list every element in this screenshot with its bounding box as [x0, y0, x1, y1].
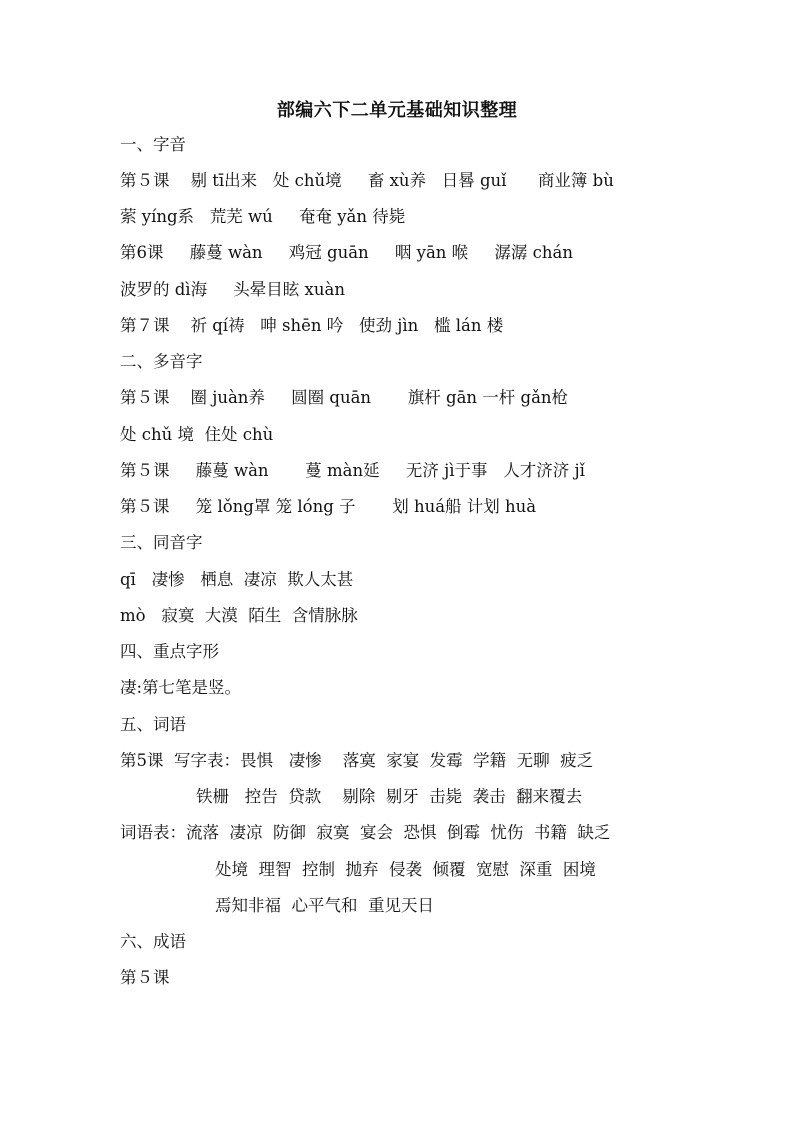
section-heading-homophones: 三、同音字	[120, 533, 203, 552]
text-line: 第７课 祈 qí祷 呻 shēn 吟 使劲 jìn 槛 lán 楼	[120, 316, 504, 335]
text-line: 第6课 藤蔓 wàn 鸡冠 guān 咽 yān 喉 潺潺 chán	[120, 243, 573, 262]
section-heading-vocabulary: 五、词语	[120, 715, 186, 734]
text-line: 第５课 圈 juàn养 圆圈 quān 旗杆 gān 一杆 gǎn枪	[120, 388, 569, 407]
text-line: 第５课	[120, 968, 170, 987]
page-title: 部编六下二单元基础知识整理	[276, 100, 518, 121]
text-line: mò 寂寞 大漠 陌生 含情脉脉	[120, 606, 358, 625]
section-heading-polyphones: 二、多音字	[120, 352, 203, 371]
text-line: 处境 理智 控制 抛弃 侵袭 倾覆 宽慰 深重 困境	[215, 860, 596, 879]
text-line: 凄:第七笔是竖。	[120, 678, 242, 697]
section-heading-key-glyphs: 四、重点字形	[120, 642, 219, 661]
text-line: 波罗的 dì海 头晕目眩 xuàn	[120, 280, 345, 299]
section-heading-idioms: 六、成语	[120, 932, 186, 951]
text-line: 词语表：流落 凄凉 防御 寂寞 宴会 恐惧 倒霉 忧伤 书籍 缺乏	[120, 823, 611, 842]
text-line: 第５课 藤蔓 wàn 蔓 màn延 无济 jì于事 人才济济 jǐ	[120, 461, 585, 480]
text-line: qī 凄惨 栖息 凄凉 欺人太甚	[120, 570, 354, 589]
text-line: 第５课 笼 lǒng罩 笼 lóng 子 划 huá船 计划 huà	[120, 497, 537, 516]
text-line: 焉知非福 心平气和 重见天日	[215, 896, 434, 915]
text-line: 第5课 写字表：畏惧 凄惨 落寞 家宴 发霉 学籍 无聊 疲乏	[120, 751, 594, 770]
text-line: 铁栅 控告 贷款 剔除 剔牙 击毙 袭击 翻来覆去	[196, 787, 583, 806]
text-line: 第５课 剔 tī出来 处 chǔ境 畜 xù养 日晷 guǐ 商业簿 bù	[120, 171, 614, 190]
section-heading-pronunciation: 一、字音	[120, 135, 186, 154]
text-line: 萦 yíng系 荒芜 wú 奄奄 yǎn 待毙	[120, 207, 406, 226]
text-line: 处 chǔ 境 住处 chù	[120, 425, 274, 444]
